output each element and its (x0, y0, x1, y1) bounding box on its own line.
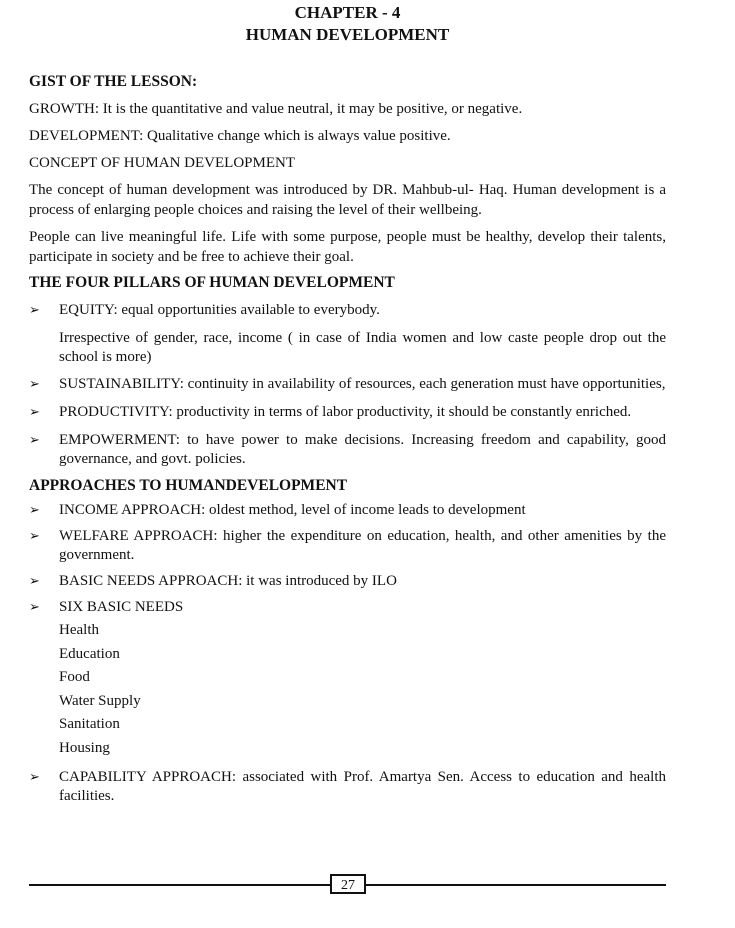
development-definition: DEVELOPMENT: Qualitative change which is always value positive. (29, 128, 451, 144)
people-paragraph: People can live meaningful life. Life with some purpose, people must be healthy, develop their talents, participate in society and be free to achieve their goal. (29, 229, 666, 265)
approach-text: WELFARE APPROACH: higher the expenditure on education, health, and other amenities by the government. (59, 528, 666, 563)
arrow-bullet-icon: ➢ (29, 529, 40, 544)
arrow-bullet-icon: ➢ (29, 405, 40, 420)
need-item: Education (59, 645, 120, 662)
approach-item-welfare (29, 527, 666, 565)
approach-item-six-needs (29, 598, 666, 617)
pillar-text: EMPOWERMENT: to have power to make decisions. Increasing freedom and capability, good governance, and govt. policies. (59, 432, 666, 467)
growth-definition: GROWTH: It is the quantitative and value neutral, it may be positive, or negative. (29, 101, 523, 117)
pillar-text: SUSTAINABILITY: continuity in availability of resources, each generation must have opportunities, (59, 376, 666, 392)
need-item: Sanitation (59, 716, 120, 732)
basic-needs-list (29, 619, 666, 760)
page-number: 27 (330, 874, 366, 894)
arrow-bullet-icon: ➢ (29, 600, 40, 615)
approach-item-basic-needs (29, 572, 666, 591)
arrow-bullet-icon: ➢ (29, 770, 40, 785)
arrow-bullet-icon: ➢ (29, 433, 40, 448)
chapter-number: CHAPTER - 4 (294, 3, 401, 22)
arrow-bullet-icon: ➢ (29, 303, 40, 318)
concept-heading: CONCEPT OF HUMAN DEVELOPMENT (29, 155, 295, 171)
page-content (29, 0, 666, 806)
approaches-heading: APPROACHES TO HUMANDEVELOPMENT (29, 477, 348, 494)
footer-rule-left (29, 884, 330, 886)
approach-text: SIX BASIC NEEDS (59, 599, 184, 615)
need-item: Health (59, 622, 99, 638)
chapter-title: HUMAN DEVELOPMENT (245, 25, 450, 44)
equity-note: Irrespective of gender, race, income ( in case of India women and low caste people drop out the school is more) (59, 330, 666, 365)
need-item: Food (59, 669, 90, 685)
arrow-bullet-icon: ➢ (29, 377, 40, 392)
pillar-item-equity (29, 301, 666, 320)
pillar-text: PRODUCTIVITY: productivity in terms of labor productivity, it should be constantly enriched. (59, 404, 632, 420)
pillars-heading: THE FOUR PILLARS OF HUMAN DEVELOPMENT (29, 274, 395, 291)
arrow-bullet-icon: ➢ (29, 574, 40, 589)
gist-heading: GIST OF THE LESSON: (29, 73, 198, 90)
approach-text: BASIC NEEDS APPROACH: it was introduced by ILO (59, 573, 397, 589)
arrow-bullet-icon: ➢ (29, 503, 40, 518)
pillar-text: EQUITY: equal opportunities available to everybody. (59, 302, 380, 318)
approach-text: INCOME APPROACH: oldest method, level of income leads to development (59, 502, 526, 518)
need-item: Water Supply (59, 692, 141, 709)
pillar-item-sustainability (29, 375, 666, 394)
approach-item-income (29, 501, 666, 520)
footer-rule-right (366, 884, 666, 886)
need-item: Housing (59, 739, 110, 756)
approach-item-capability (29, 768, 666, 806)
pillar-item-empowerment (29, 431, 666, 469)
approach-text: CAPABILITY APPROACH: associated with Prof. Amartya Sen. Access to education and health facilities. (59, 769, 666, 804)
pillar-item-productivity (29, 403, 666, 422)
concept-paragraph: The concept of human development was introduced by DR. Mahbub-ul- Haq. Human development is a process of enlarging people choices and raising the level of their wellbeing. (29, 182, 666, 218)
